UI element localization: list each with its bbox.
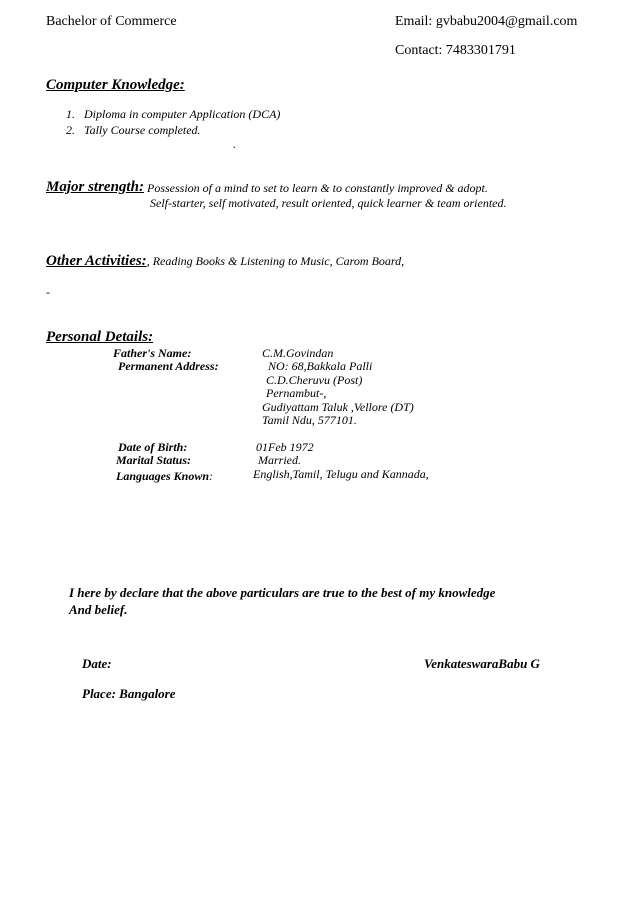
permanent-address-label: Permanent Address: [118,359,219,373]
major-strength-line-2: Self-starter, self motivated, result oriented, quick learner & team oriented. [150,196,507,210]
stray-dash: - [46,285,50,299]
list-item-text: Diploma in computer Application (DCA) [84,107,281,121]
major-strength-heading: Major strength: [46,179,144,195]
email-text: Email: gvbabu2004@gmail.com [395,14,578,29]
languages-label: Languages Known [116,469,210,483]
stray-dot: . [233,137,236,151]
address-line-5: Tamil Ndu, 577101. [262,413,357,427]
list-item-text: Tally Course completed. [84,123,201,137]
marital-status-label: Marital Status: [116,453,192,467]
major-strength-line-1: Possession of a mind to set to learn & to constantly improved & adopt. [147,181,488,195]
marital-status-value: Married. [258,453,301,467]
languages-value: English,Tamil, Telugu and Kannada, [253,467,429,481]
degree-text: Bachelor of Commerce [46,14,177,29]
date-label: Date: [82,656,112,671]
list-item-number: 1. [66,107,75,121]
other-activities-heading: Other Activities: [46,253,147,269]
address-line-3: Pernambut-, [266,386,327,400]
dob-value: 01Feb 1972 [256,440,314,454]
address-line-4: Gudiyattam Taluk ,Vellore (DT) [262,400,414,414]
other-activities-row [46,252,404,270]
list-item [66,123,201,138]
other-activities-text: , Reading Books & Listening to Music, Carom Board, [146,254,405,268]
declaration-line-1: I here by declare that the above particulars are true to the best of my knowledge [69,585,496,600]
dob-label: Date of Birth: [118,440,188,454]
place-label: Place: Bangalore [82,686,176,701]
contact-text: Contact: 7483301791 [395,43,516,58]
declaration-line-2: And belief. [69,602,128,617]
address-line-2: C.D.Cheruvu (Post) [266,373,363,387]
fathers-name-value: C.M.Govindan [262,346,334,360]
address-line-1: NO: 68,Bakkala Palli [268,359,373,373]
signature-name: VenkateswaraBabu G [424,656,540,671]
languages-label-row [116,467,213,485]
list-item-number: 2. [66,123,75,137]
personal-details-heading: Personal Details: [46,329,154,345]
computer-knowledge-heading: Computer Knowledge: [46,77,185,93]
list-item [66,107,280,122]
fathers-name-label: Father's Name: [113,346,192,360]
languages-colon: : [209,469,214,483]
